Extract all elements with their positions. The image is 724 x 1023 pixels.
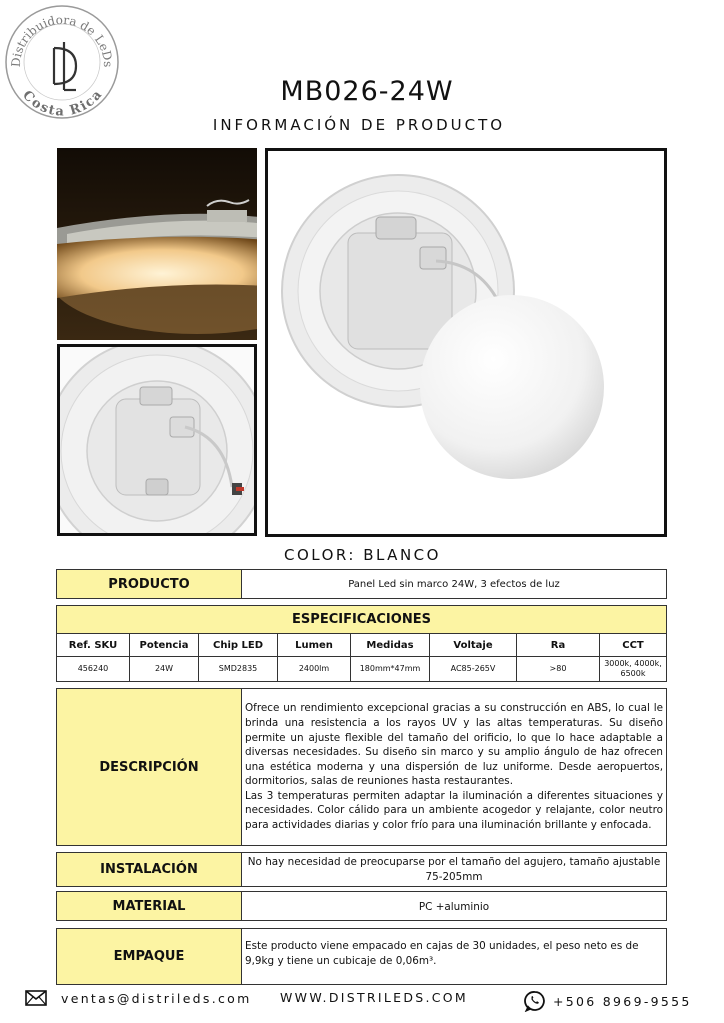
- producto-label: PRODUCTO: [57, 570, 242, 599]
- spec-column-header: Ref. SKU: [57, 634, 130, 657]
- producto-table: [56, 569, 667, 599]
- material-value: PC +aluminio: [242, 892, 667, 921]
- spec-value-lumen: 2400lm: [278, 657, 351, 682]
- spec-value-voltaje: AC85-265V: [430, 657, 517, 682]
- empaque-value: Este producto viene empacado en cajas de 30 unidades, el peso neto es de 9,9kg y tiene un cubicaje de 0,06m³.: [242, 929, 667, 985]
- footer-phone[interactable]: [524, 990, 692, 1012]
- spec-column-header: Medidas: [351, 634, 430, 657]
- whatsapp-icon: [524, 990, 546, 1012]
- spec-value-medidas: 180mm*47mm: [351, 657, 430, 682]
- spec-column-header: Voltaje: [430, 634, 517, 657]
- spec-column-header: Ra: [517, 634, 600, 657]
- descripcion-text: Ofrece un rendimiento excepcional gracias a su construcción en ABS, lo cual le brinda una resistencia a los rayos UV y las altas temperaturas. Su diseño permite un ajuste flexible del tamaño del orificio, lo que lo hace adaptable a diversas necesidades. Su diseño sin marco y su amplio ángulo de haz ofrecen una estética moderna y una dispersión de luz uniforme. Desde aeropuertos, dormitorios, salas de reuniones hasta restaurantes.: [245, 702, 663, 788]
- especificaciones-label: ESPECIFICACIONES: [57, 606, 667, 634]
- footer: [0, 990, 724, 1014]
- footer-website-text: WWW.DISTRILEDS.COM: [280, 990, 469, 1005]
- descripcion-table: [56, 688, 667, 846]
- spec-value-potencia: 24W: [130, 657, 199, 682]
- descripcion-text-2: Las 3 temperaturas permiten adaptar la iluminación a diferentes situaciones y necesidades. Color cálido para un ambiente acogedor y relajante, color neutro para actividades diarias y color frío para una iluminación brillante y enfocada.: [245, 789, 663, 832]
- page-subtitle: INFORMACIÓN DE PRODUCTO: [212, 116, 506, 134]
- svg-text:Distribuidora de LeDs: Distribuidora de LeDs: [8, 12, 116, 68]
- spec-column-header: Chip LED: [199, 634, 278, 657]
- especificaciones-table: [56, 605, 667, 682]
- descripcion-value: [242, 689, 667, 846]
- spec-value-ra: >80: [517, 657, 600, 682]
- product-photo-glow: [57, 148, 257, 340]
- spec-value-sku: 456240: [57, 657, 130, 682]
- product-photo-main: [265, 148, 667, 537]
- footer-phone-text: +506 8969-9555: [553, 993, 692, 1009]
- spec-column-header: Lumen: [278, 634, 351, 657]
- instalacion-label: INSTALACIÓN: [57, 853, 242, 887]
- spec-value-chip: SMD2835: [199, 657, 278, 682]
- spec-column-header: Potencia: [130, 634, 199, 657]
- svg-text:Costa Rica: Costa Rica: [19, 87, 105, 120]
- material-label: MATERIAL: [57, 892, 242, 921]
- producto-value: Panel Led sin marco 24W, 3 efectos de luz: [242, 570, 667, 599]
- product-photo-back: [57, 344, 257, 536]
- spec-column-header: CCT: [600, 634, 667, 657]
- footer-website[interactable]: [280, 990, 468, 1005]
- footer-email-text: ventas@distrileds.com: [61, 990, 252, 1006]
- footer-email[interactable]: [25, 990, 252, 1006]
- empaque-label: EMPAQUE: [57, 929, 242, 985]
- material-table: [56, 891, 667, 921]
- product-title: MB026-24W: [280, 76, 454, 107]
- envelope-icon: [25, 990, 47, 1006]
- instalacion-value: No hay necesidad de preocuparse por el tamaño del agujero, tamaño ajustable 75-205mm: [242, 853, 667, 887]
- instalacion-table: [56, 852, 667, 887]
- descripcion-label: DESCRIPCIÓN: [57, 689, 242, 846]
- spec-value-cct: 3000k, 4000k, 6500k: [600, 657, 667, 682]
- color-label: COLOR: BLANCO: [284, 546, 441, 564]
- empaque-table: [56, 928, 667, 985]
